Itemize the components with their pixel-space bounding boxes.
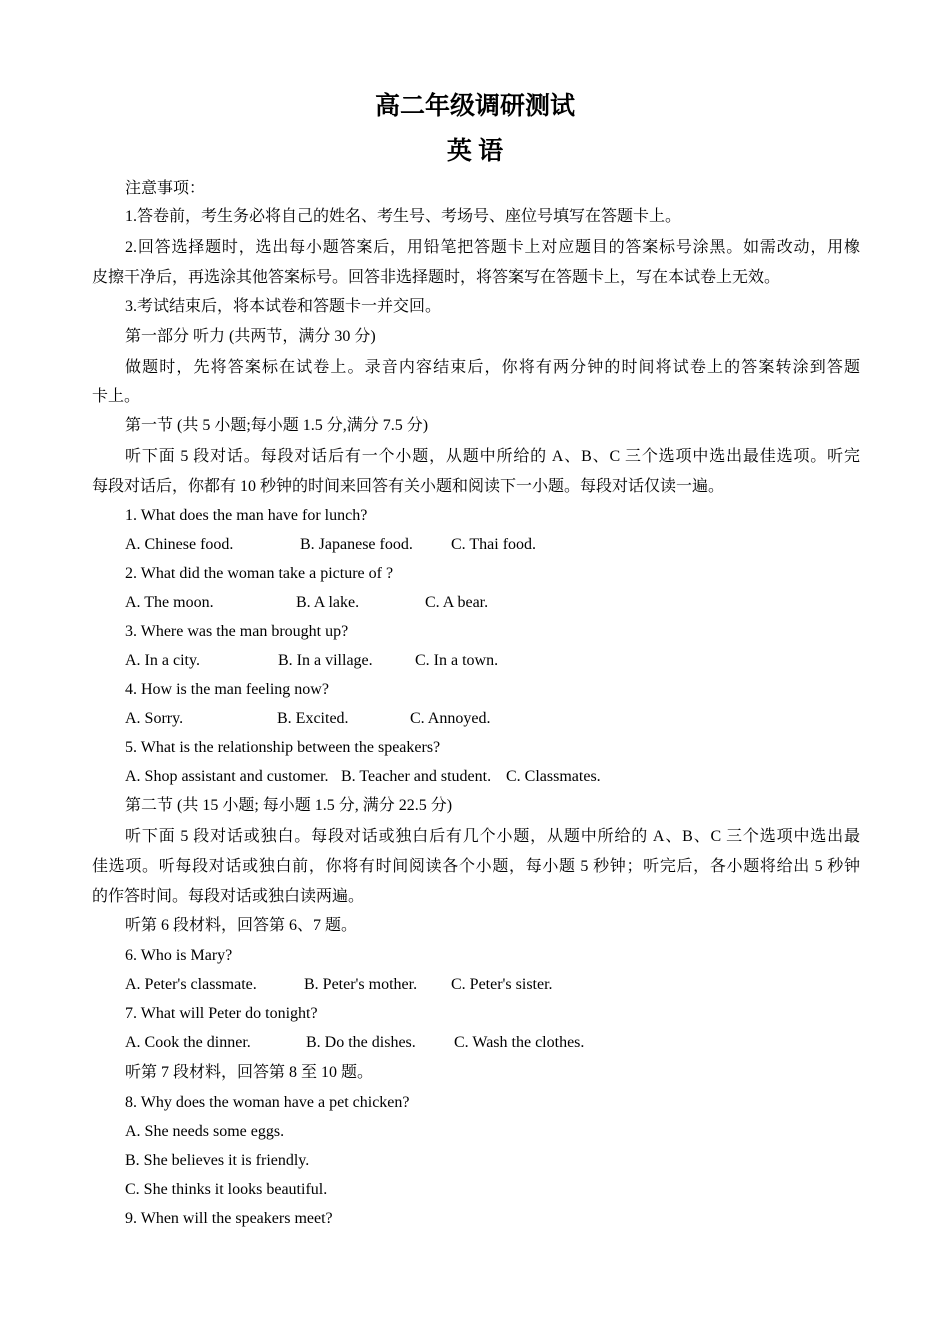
- question-1: 1. What does the man have for lunch?: [125, 507, 368, 524]
- q3-option-a: A. In a city.: [125, 652, 200, 669]
- question-9: 9. When will the speakers meet?: [125, 1210, 333, 1227]
- section2-instruction-line-3: 的作答时间。每段对话或独白读两遍。: [92, 888, 365, 905]
- q7-option-a: A. Cook the dinner.: [125, 1034, 251, 1051]
- q1-option-b: B. Japanese food.: [300, 536, 413, 553]
- q8-option-c: C. She thinks it looks beautiful.: [125, 1181, 328, 1198]
- q4-option-c: C. Annoyed.: [410, 710, 491, 727]
- q1-option-c: C. Thai food.: [451, 536, 537, 553]
- q8-option-b: B. She believes it is friendly.: [125, 1152, 310, 1169]
- question-4: 4. How is the man feeling now?: [125, 681, 329, 698]
- section1-instruction-line-1: 听下面 5 段对话。每段对话后有一个小题，从题中所给的 A、B、C 三个选项中选出最佳选项。听完: [125, 448, 860, 465]
- section1-heading: 第一节 (共 5 小题;每小题 1.5 分,满分 7.5 分): [125, 417, 429, 434]
- notice-item-2-line-2: 皮擦干净后，再选涂其他答案标号。回答非选择题时，将答案写在答题卡上，写在本试卷上无效。: [92, 269, 781, 286]
- q2-option-a: A. The moon.: [125, 594, 214, 611]
- section2-heading: 第二节 (共 15 小题; 每小题 1.5 分, 满分 22.5 分): [125, 797, 453, 814]
- q6-option-a: A. Peter's classmate.: [125, 976, 257, 993]
- question-3: 3. Where was the man brought up?: [125, 623, 349, 640]
- question-7: 7. What will Peter do tonight?: [125, 1005, 318, 1022]
- material-7-heading: 听第 7 段材料，回答第 8 至 10 题。: [125, 1064, 374, 1081]
- notice-item-3: 3.考试结束后，将本试卷和答题卡一并交回。: [125, 298, 442, 315]
- q2-option-c: C. A bear.: [425, 594, 489, 611]
- q5-option-c: C. Classmates.: [506, 768, 601, 785]
- notice-item-2-line-1: 2.回答选择题时，选出每小题答案后，用铅笔把答题卡上对应题目的答案标号涂黑。如需改动，用橡: [125, 239, 860, 256]
- q6-option-c: C. Peter's sister.: [451, 976, 553, 993]
- part1-instruction-line-2: 卡上。: [92, 388, 141, 405]
- q4-option-a: A. Sorry.: [125, 710, 184, 727]
- q1-option-a: A. Chinese food.: [125, 536, 234, 553]
- material-6-heading: 听第 6 段材料，回答第 6、7 题。: [125, 917, 358, 934]
- exam-title: 高二年级调研测试: [374, 93, 575, 120]
- question-8: 8. Why does the woman have a pet chicken?: [125, 1094, 410, 1111]
- part1-instruction-line-1: 做题时，先将答案标在试卷上。录音内容结束后，你将有两分钟的时间将试卷上的答案转涂到答题: [125, 359, 860, 376]
- q4-option-b: B. Excited.: [277, 710, 349, 727]
- question-2: 2. What did the woman take a picture of ?: [125, 565, 394, 582]
- question-5: 5. What is the relationship between the speakers?: [125, 739, 441, 756]
- section2-instruction-line-2: 佳选项。听每段对话或独白前，你将有时间阅读各个小题，每小题 5 秒钟；听完后，各小题将给出 5 秒钟: [92, 858, 860, 875]
- q5-option-a: A. Shop assistant and customer.: [125, 768, 329, 785]
- q7-option-b: B. Do the dishes.: [306, 1034, 416, 1051]
- subject-title: 英 语: [446, 138, 504, 165]
- notice-item-1: 1.答卷前，考生务必将自己的姓名、考生号、考场号、座位号填写在答题卡上。: [125, 208, 682, 225]
- part1-heading: 第一部分 听力 (共两节，满分 30 分): [125, 328, 376, 345]
- q3-option-b: B. In a village.: [278, 652, 373, 669]
- notice-heading: 注意事项：: [125, 180, 206, 197]
- q7-option-c: C. Wash the clothes.: [454, 1034, 585, 1051]
- q5-option-b: B. Teacher and student.: [341, 768, 492, 785]
- q2-option-b: B. A lake.: [296, 594, 360, 611]
- question-6: 6. Who is Mary?: [125, 947, 233, 964]
- section2-instruction-line-1: 听下面 5 段对话或独白。每段对话或独白后有几个小题，从题中所给的 A、B、C 三个选项中选出最: [125, 828, 860, 845]
- q3-option-c: C. In a town.: [415, 652, 499, 669]
- section1-instruction-line-2: 每段对话后，你都有 10 秒钟的时间来回答有关小题和阅读下一小题。每段对话仅读一遍。: [92, 478, 725, 495]
- q8-option-a: A. She needs some eggs.: [125, 1123, 285, 1140]
- q6-option-b: B. Peter's mother.: [304, 976, 418, 993]
